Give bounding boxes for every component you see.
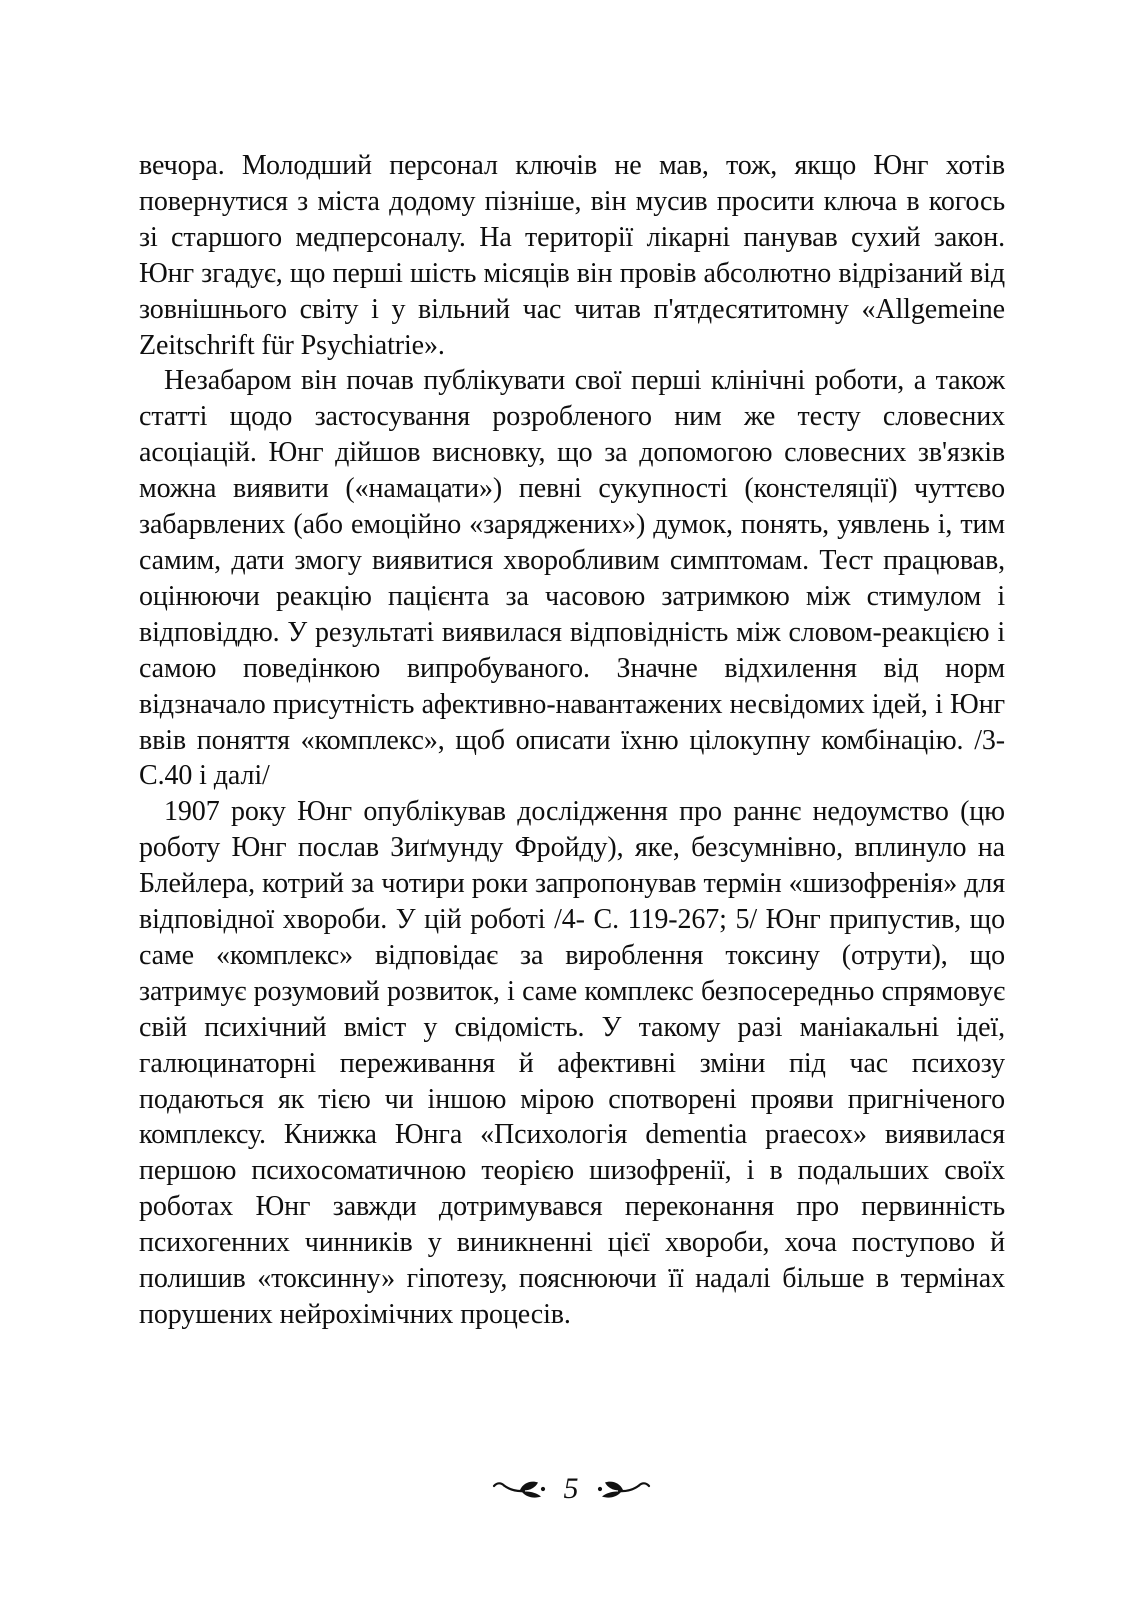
vine-leaf-left-icon [492, 1478, 546, 1500]
vine-leaf-right-icon [597, 1478, 651, 1500]
paragraph-3: 1907 року Юнг опублікував дослідження про раннє недоумство (цю роботу Юнг послав Зиґмунду Фройду), яке, безсумнівно, вплинуло на Блейлера, котрий за чотири роки запропонував термін «шизофренія» для відповідної хвороби. У цій роботі /4- С. 119-267; 5/ Юнг припустив, що саме «комплекс» відповідає за вироблення токсину (отрути), що затримує розумовий розвиток, і саме комплекс безпосередньо спрямовує свій психічний вміст у свідомість. У такому разі маніакальні ідеї, галюцинаторні переживання й афективні зміни під час психозу подаються як тією чи іншою мірою спотворені прояви пригніченого комплексу. Книжка Юнга «Психологія dementia praecox» виявилася першою психосоматичною теорією шизофренії, і в подальших своїх роботах Юнг завжди дотримувався переконання про первинність психогенних чинників у виникненні цієї хвороби, хоча поступово й полишив «токсинну» гіпотезу, пояснюючи її надалі більше в термінах порушених нейрохімічних процесів. [139, 796, 1005, 1330]
page-text-block [139, 148, 1005, 1333]
paragraph-1: вечора. Молодший персонал ключів не мав, тож, якщо Юнг хотів повернутися з міста додому пізніше, він мусив просити ключа в когось зі старшого медперсоналу. На території лікарні панував сухий закон. Юнг згадує, що перші шість місяців він провів абсолютно відрізаний від зовнішнього світу і у вільний час читав п'ятдесятитомну «Allgemeine Zeitschrift für Psychiatrie». [139, 150, 1005, 361]
paragraph-2: Незабаром він почав публікувати свої перші клінічні роботи, а також статті щодо застосування розробленого ним же тесту словесних асоціацій. Юнг дійшов висновку, що за допомогою словесних зв'язків можна виявити («намацати») певні сукупності (констеляції) чуттєво забарвлених (або емоційно «заряджених») думок, понять, уявлень і, тим самим, дати змогу виявитися хворобливим симптомам. Тест працював, оцінюючи реакцію пацієнта за часовою затримкою між стимулом і відповіддю. У результаті виявилася відповідність між словом-реакцією і самою поведінкою випробуваного. Значне відхилення від норм відзначало присутність афективно-навантажених несвідомих ідей, і Юнг ввів поняття «комплекс», щоб описати їхню цілокупну комбінацію. /3- С.40 і далі/ [139, 365, 1005, 792]
page-footer [0, 1474, 1142, 1504]
page-number: 5 [563, 1472, 579, 1505]
